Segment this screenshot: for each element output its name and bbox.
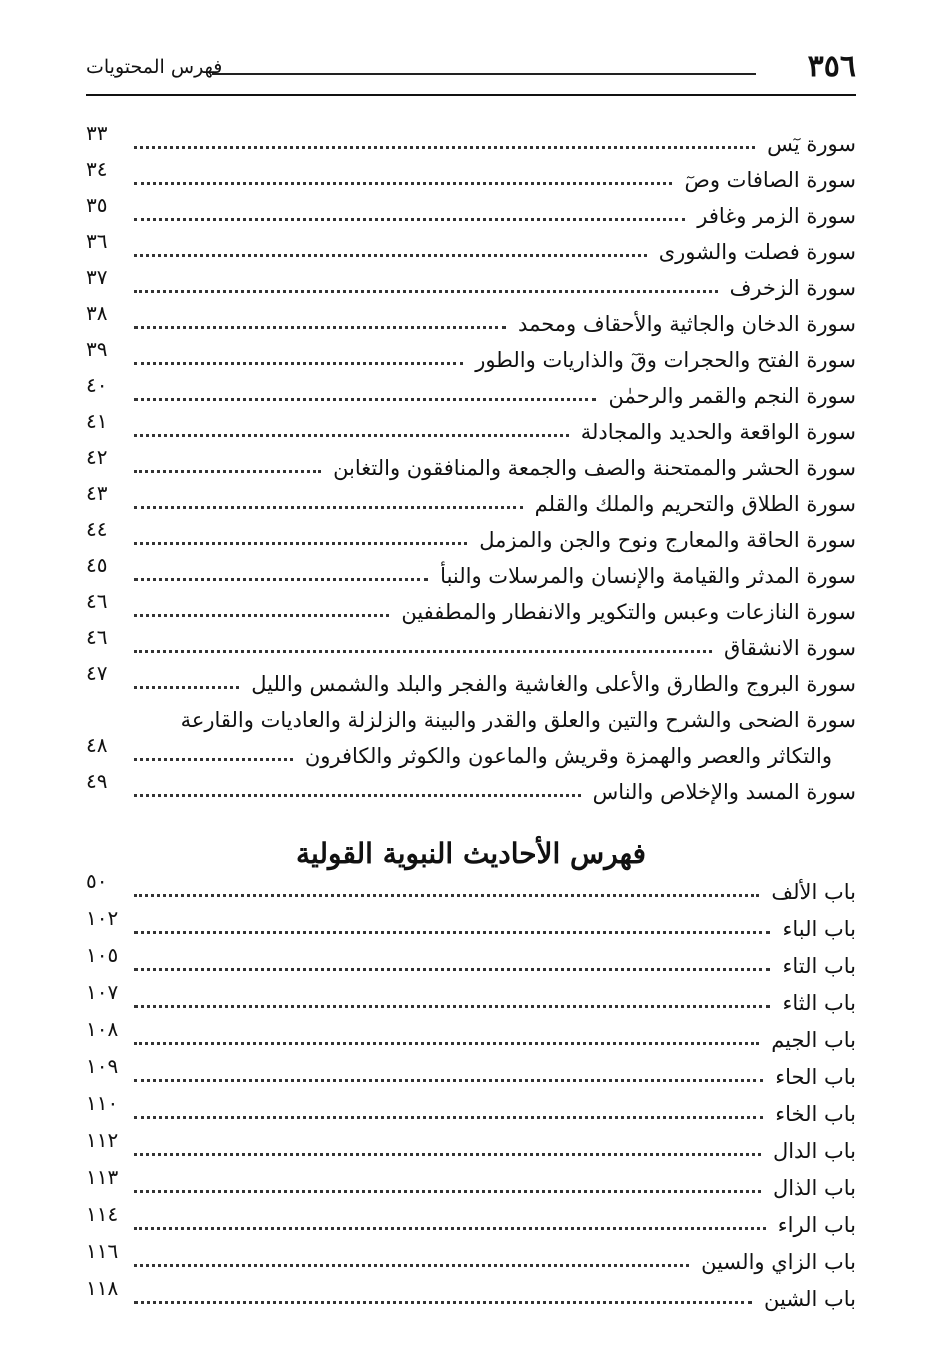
entry-title: باب الثاء: [782, 991, 856, 1015]
entry-title: باب الدال: [772, 1139, 856, 1163]
entry-page: ٣٨: [86, 301, 108, 325]
entry-page: ١١٦: [86, 1239, 119, 1263]
entry-page: ٤٤: [86, 517, 108, 541]
toc-entry[interactable]: [86, 1276, 856, 1317]
entry-page: ٣٦: [86, 229, 108, 253]
entry-title: سورة الطلاق والتحريم والملك والقلم: [534, 492, 856, 516]
leader-dots: [134, 1301, 752, 1304]
entry-title: باب الباء: [782, 917, 856, 941]
leader-dots: [134, 362, 463, 365]
leader-dots: [134, 1264, 689, 1267]
toc-entry[interactable]: [86, 1054, 856, 1095]
leader-dots: [134, 506, 523, 509]
entry-page: ٣٥: [86, 193, 108, 217]
toc-entry[interactable]: [86, 661, 856, 702]
toc-entry[interactable]: [86, 301, 856, 342]
page-number: ٣٥٦: [807, 49, 856, 84]
toc-entry[interactable]: [86, 553, 856, 594]
toc-entry[interactable]: [86, 733, 856, 774]
leader-dots: [134, 894, 759, 897]
entry-title: باب الحاء: [775, 1065, 856, 1089]
leader-dots: [134, 614, 389, 617]
entry-page: ١٠٥: [86, 943, 119, 967]
entry-title: باب الجيم: [771, 1028, 856, 1052]
leader-dots: [134, 290, 718, 293]
toc-entry[interactable]: [86, 337, 856, 378]
entry-page: ١١٣: [86, 1165, 119, 1189]
leader-dots: [134, 794, 581, 797]
entry-page: ٤٧: [86, 661, 108, 685]
entry-title: سورة الدخان والجاثية والأحقاف ومحمد: [518, 312, 856, 336]
page-header: [86, 50, 856, 90]
entry-page: ٤١: [86, 409, 108, 433]
leader-dots: [134, 326, 506, 329]
entry-title: سورة المدثر والقيامة والإنسان والمرسلات والنبأ: [440, 564, 856, 588]
entry-title: سورة الزخرف: [729, 276, 856, 300]
entry-title: سورة الزمر وغافر: [697, 204, 856, 228]
entry-page: ١٠٨: [86, 1017, 119, 1041]
entry-page: ٤٢: [86, 445, 108, 469]
toc-entry-continued[interactable]: [86, 702, 856, 738]
entry-title: سورة النازعات وعبس والتكوير والانفطار والمطففين: [401, 600, 856, 624]
leader-dots: [134, 1005, 770, 1008]
entry-title: باب الخاء: [775, 1102, 856, 1126]
entry-title: باب الذال: [772, 1176, 856, 1200]
leader-dots: [134, 1190, 761, 1193]
entry-title: سورة الحاقة والمعارج ونوح والجن والمزمل: [479, 528, 856, 552]
leader-dots: [134, 254, 647, 257]
entry-title: سورة يٓس: [767, 132, 856, 156]
toc-entry[interactable]: [86, 1165, 856, 1206]
entry-page: ٣٧: [86, 265, 108, 289]
entry-page: ٤٨: [86, 733, 108, 757]
toc-entry[interactable]: [86, 625, 856, 666]
toc-entry[interactable]: [86, 1017, 856, 1058]
toc-entry[interactable]: [86, 481, 856, 522]
entry-title: سورة الضحى والشرح والتين والعلق والقدر والبينة والزلزلة والعاديات والقارعة: [180, 708, 856, 732]
entry-page: ٣٤: [86, 157, 108, 181]
entry-page: ١٠٩: [86, 1054, 119, 1078]
entry-title: باب التاء: [782, 954, 856, 978]
entry-title: سورة فصلت والشورى: [658, 240, 856, 264]
entry-page: ٤٦: [86, 625, 108, 649]
header-line: [212, 73, 756, 75]
entry-page: ٤٥: [86, 553, 108, 577]
entry-title: سورة البروج والطارق والأعلى والغاشية والفجر والبلد والشمس والليل: [251, 672, 856, 696]
entry-title: سورة الواقعة والحديد والمجادلة: [580, 420, 856, 444]
toc-entry[interactable]: [86, 1091, 856, 1132]
section-heading: فهرس الأحاديث النبوية القولية: [296, 837, 646, 870]
entry-page: ٥٠: [86, 869, 108, 893]
entry-title: سورة الحشر والممتحنة والصف والجمعة والمنافقون والتغابن: [333, 456, 856, 480]
leader-dots: [134, 434, 569, 437]
toc-entry[interactable]: [86, 121, 856, 162]
entry-title: باب الزاي والسين: [701, 1250, 856, 1274]
running-title: فهرس المحتويات: [86, 56, 223, 78]
entry-title: سورة الصافات وصٓ: [684, 168, 856, 192]
leader-dots: [134, 146, 755, 149]
toc-entry[interactable]: [86, 943, 856, 984]
entry-title: باب الشين: [764, 1287, 856, 1311]
leader-dots: [134, 398, 596, 401]
leader-dots: [134, 968, 770, 971]
leader-dots: [134, 218, 685, 221]
toc-entry[interactable]: [86, 589, 856, 630]
leader-dots: [134, 1079, 763, 1082]
toc-entry[interactable]: [86, 517, 856, 558]
leader-dots: [134, 758, 293, 761]
toc-entry[interactable]: [86, 869, 856, 910]
leader-dots: [134, 686, 239, 689]
toc-entry[interactable]: [86, 980, 856, 1021]
entry-page: ٤٩: [86, 769, 108, 793]
leader-dots: [134, 1116, 763, 1119]
entry-page: ٣٩: [86, 337, 108, 361]
toc-entry[interactable]: [86, 157, 856, 198]
toc-entry[interactable]: [86, 1202, 856, 1243]
entry-page: ١١٠: [86, 1091, 119, 1115]
leader-dots: [134, 1227, 766, 1230]
header-rule: [86, 94, 856, 96]
entry-page: ١١٨: [86, 1276, 119, 1300]
toc-entry[interactable]: [86, 769, 856, 810]
entry-page: ١٠٢: [86, 906, 119, 930]
entry-title: باب الراء: [777, 1213, 856, 1237]
toc-entry[interactable]: [86, 906, 856, 947]
entry-title: باب الألف: [771, 880, 856, 904]
entry-title: والتكاثر والعصر والهمزة وقريش والماعون والكوثر والكافرون: [304, 744, 832, 768]
leader-dots: [134, 1153, 761, 1156]
entry-title: سورة النجم والقمر والرحمٰن: [608, 384, 856, 408]
entry-title: سورة الانشقاق: [724, 636, 856, 660]
leader-dots: [134, 470, 321, 473]
toc-entry[interactable]: [86, 1239, 856, 1280]
leader-dots: [134, 650, 712, 653]
entry-title: سورة الفتح والحجرات وقٓ والذاريات والطور: [475, 348, 856, 372]
entry-page: ١١٤: [86, 1202, 119, 1226]
toc-entry[interactable]: [86, 373, 856, 414]
entry-page: ٤٠: [86, 373, 108, 397]
leader-dots: [134, 578, 428, 581]
toc-entry[interactable]: [86, 229, 856, 270]
toc-entry[interactable]: [86, 1128, 856, 1169]
entry-page: ١١٢: [86, 1128, 119, 1152]
leader-dots: [134, 1042, 759, 1045]
leader-dots: [134, 542, 467, 545]
entry-page: ٣٣: [86, 121, 108, 145]
toc-entry[interactable]: [86, 265, 856, 306]
entry-page: ١٠٧: [86, 980, 119, 1004]
toc-entry[interactable]: [86, 409, 856, 450]
entry-page: ٤٣: [86, 481, 108, 505]
leader-dots: [134, 931, 770, 934]
entry-title: سورة المسد والإخلاص والناس: [592, 780, 856, 804]
toc-entry[interactable]: [86, 445, 856, 486]
leader-dots: [134, 182, 672, 185]
toc-entry[interactable]: [86, 193, 856, 234]
entry-page: ٤٦: [86, 589, 108, 613]
